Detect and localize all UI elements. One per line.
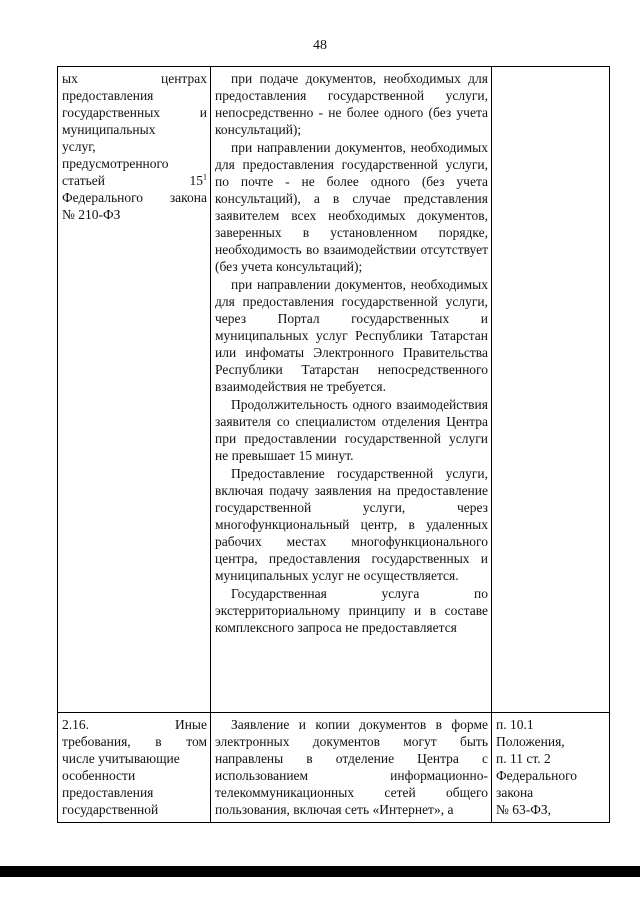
col3-line: Положения,	[496, 734, 565, 749]
row2-col3-cell	[492, 713, 610, 823]
col1-line: требования, в том	[62, 734, 207, 749]
paragraph: при подаче документов, необходимых для предоставления государственной услуги, непосредственно - не более одного (без учета консультаций);	[215, 71, 488, 137]
paragraph: при направлении документов, необходимых для предоставления государственной услуги, через Портал государственных и муниципальных услуг Республики Татарстан или инфоматы Электронного Правительства Республики Татарстан непосредственного взаимодействия не требуется.	[215, 277, 488, 394]
row1-col2-cell	[211, 67, 492, 713]
col3-line: Федерального	[496, 768, 578, 783]
table-row	[58, 713, 610, 823]
col1-line: статьей 15	[62, 173, 203, 188]
col1-line: услуг,	[62, 139, 96, 154]
col3-line: п. 10.1	[496, 717, 534, 732]
table-row	[58, 67, 610, 713]
row2-col1-cell	[58, 713, 211, 823]
paragraph: Предоставление государственной услуги, включая подачу заявления на предоставление государственной услуги, через многофункциональный центр, в удаленных рабочих местах многофункционального центра, предоставления государственных и муниципальных услуг не осуществляется.	[215, 466, 488, 583]
col1-line: Федерального закона	[62, 190, 207, 205]
paragraph: при направлении документов, необходимых для предоставления государственной услуги, по почте - не более одного (без учета консультаций), а в случае представления заявителем всех необходимых документов, заверенных в установленном порядке, необходимость во взаимодействии отсутствует (без учета консультаций);	[215, 140, 488, 274]
row1-col1-cell	[58, 67, 211, 713]
col1-line: предоставления	[62, 88, 154, 103]
col1-line: предоставления	[62, 785, 154, 800]
col1-line: 2.16. Иные	[62, 717, 207, 732]
row2-col2-cell	[211, 713, 492, 823]
col1-line: особенности	[62, 768, 136, 783]
col3-line: п. 11 ст. 2	[496, 751, 551, 766]
col1-line: предусмотренного	[62, 156, 169, 171]
col1-line: ых центрах	[62, 71, 207, 86]
paragraph: Заявление и копии документов в форме электронных документов могут быть направлены в отделение Центра с использованием информационно-телекоммуникационных сетей общего пользования, включая сеть «Интернет», а	[215, 717, 488, 817]
requirements-table	[57, 66, 610, 823]
col1-line: муниципальных	[62, 122, 156, 137]
col3-line: № 63-ФЗ,	[496, 802, 552, 817]
superscript: 1	[203, 172, 207, 182]
col1-line: государственной	[62, 802, 159, 817]
paragraph: Государственная услуга по экстерриториальному принципу и в составе комплексного запроса не предоставляется	[215, 586, 488, 635]
col1-line: государственных и	[62, 105, 207, 120]
col1-line: № 210-ФЗ	[62, 207, 121, 222]
scan-edge-bar	[0, 866, 640, 877]
col1-line: числе учитывающие	[62, 751, 180, 766]
page-number: 48	[313, 38, 327, 53]
col1-line-with-sup	[62, 172, 207, 189]
row1-col3-cell	[492, 67, 610, 713]
col3-line: закона	[496, 785, 534, 800]
paragraph: Продолжительность одного взаимодействия заявителя со специалистом отделения Центра при предоставлении государственной услуги не превышает 15 минут.	[215, 397, 488, 463]
